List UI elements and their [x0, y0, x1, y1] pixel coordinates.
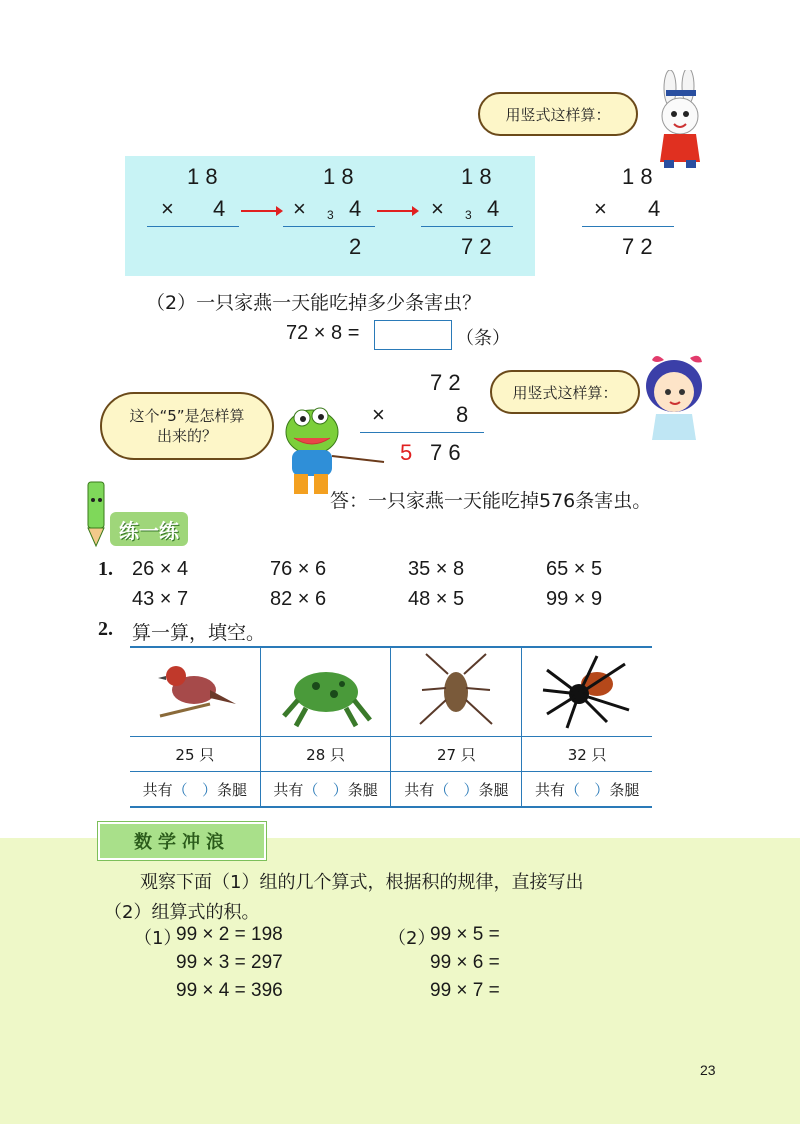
final-top: 1 8	[622, 164, 653, 189]
girl-illustration	[634, 350, 714, 442]
cricket-icon	[406, 650, 506, 730]
page-number: 23	[700, 1062, 716, 1078]
calc2-result-red: 5	[400, 440, 413, 465]
step-2	[283, 164, 393, 274]
step-1-line	[147, 226, 239, 227]
fill-prefix: 共有	[142, 780, 173, 799]
group-2-equation: 99 × 6 =	[430, 952, 500, 973]
girl-speech-bubble	[490, 370, 640, 414]
q2-unit: （条）	[456, 328, 510, 349]
surfing-intro-line-1: 观察下面（1）组的几个算式，根据积的规律，直接写出	[140, 872, 584, 893]
group-1-label: （1）	[134, 928, 182, 949]
step-2-mult: 4	[349, 196, 362, 221]
spider-icon	[537, 650, 637, 730]
animal-cell-frog	[260, 647, 391, 737]
frog-speech-bubble	[100, 392, 274, 460]
question-2: （2）一只家燕一天能吃掉多少条害虫？	[146, 292, 482, 314]
step-3-line	[421, 226, 513, 227]
practice-2-number: 2.	[98, 618, 113, 640]
practice-badge	[110, 512, 188, 546]
step-2-line	[283, 226, 375, 227]
group-2-equation: 99 × 5 =	[430, 924, 500, 945]
practice-badge-label: 练一练	[119, 518, 179, 543]
fill-open-paren: （	[434, 780, 450, 799]
animal-count: 27 只	[391, 737, 522, 772]
fill-close-paren: ）	[202, 780, 218, 799]
q2-expression: 72 × 8 =	[286, 322, 360, 344]
animal-cell-bird	[130, 647, 260, 737]
calc2-line	[360, 432, 484, 433]
surfing-intro-line-2: （2）组算式的积。	[104, 902, 260, 923]
fill-suffix: 条腿	[217, 780, 248, 799]
calc2-result-rest: 7 6	[430, 440, 461, 465]
group-1-equation: 99 × 4 = 396	[176, 980, 283, 1001]
fill-open-paren: （	[564, 780, 580, 799]
answer-input-box[interactable]	[374, 320, 452, 350]
step-2-times: ×	[293, 196, 306, 221]
fill-close-paren: ）	[332, 780, 348, 799]
animal-count: 28 只	[260, 737, 391, 772]
answer-sentence: 答：一只家燕一天能吃掉576条害虫。	[330, 490, 652, 512]
arrow-1	[241, 210, 277, 212]
animal-cell-cricket	[391, 647, 522, 737]
final-result: 7 2	[622, 234, 653, 259]
girl-speech-text: 用竖式这样算：	[512, 383, 618, 402]
fill-close-paren: ）	[463, 780, 479, 799]
step-2-result: 2	[349, 234, 362, 259]
calc2-mult: 8	[456, 402, 469, 427]
rabbit-speech-bubble	[478, 92, 638, 136]
fill-suffix: 条腿	[478, 780, 509, 799]
exercise-item: 43 × 7	[132, 588, 189, 610]
step-3-times: ×	[431, 196, 444, 221]
legs-fill-cell[interactable]	[522, 772, 652, 808]
step-3-result: 7 2	[461, 234, 492, 259]
legs-fill-cell[interactable]	[260, 772, 391, 808]
step-1	[147, 164, 257, 274]
group-2-equation: 99 × 7 =	[430, 980, 500, 1001]
frog-icon	[276, 650, 376, 730]
group-1-equation: 99 × 3 = 297	[176, 952, 283, 973]
step-2-carry: 3	[327, 208, 334, 222]
final-vertical-form	[582, 164, 692, 274]
calc2-vertical-form	[370, 370, 500, 480]
practice-1-number: 1.	[98, 558, 113, 580]
calc2-top: 7 2	[430, 370, 461, 395]
arrow-2	[377, 210, 413, 212]
step-3-carry: 3	[465, 208, 472, 222]
exercise-item: 35 × 8	[408, 558, 465, 580]
step-1-top: 1 8	[187, 164, 218, 189]
calc2-times: ×	[372, 402, 385, 427]
final-line	[582, 226, 674, 227]
step-3-top: 1 8	[461, 164, 492, 189]
exercise-item: 99 × 9	[546, 588, 603, 610]
step-1-times: ×	[161, 196, 174, 221]
step-3-mult: 4	[487, 196, 500, 221]
final-times: ×	[594, 196, 607, 221]
group-2-label: （2）	[388, 928, 436, 949]
frog-speech-text: 这个“5”是怎样算出来的？	[129, 406, 245, 445]
animal-cell-spider	[522, 647, 652, 737]
fill-suffix: 条腿	[609, 780, 640, 799]
animal-legs-table	[130, 646, 652, 808]
exercise-item: 76 × 6	[270, 558, 327, 580]
legs-fill-cell[interactable]	[130, 772, 260, 808]
math-surfing-badge	[98, 822, 266, 860]
exercise-item: 26 × 4	[132, 558, 189, 580]
step-2-top: 1 8	[323, 164, 354, 189]
step-1-mult: 4	[213, 196, 226, 221]
animal-count: 25 只	[130, 737, 260, 772]
fill-suffix: 条腿	[347, 780, 378, 799]
practice-2-title: 算一算，填空。	[132, 622, 266, 644]
exercise-item: 82 × 6	[270, 588, 327, 610]
calculation-steps-panel	[125, 156, 535, 276]
legs-fill-cell[interactable]	[391, 772, 522, 808]
step-3	[421, 164, 531, 274]
group-1-equation: 99 × 2 = 198	[176, 924, 283, 945]
fill-open-paren: （	[303, 780, 319, 799]
fill-prefix: 共有	[534, 780, 565, 799]
rabbit-illustration	[640, 70, 720, 170]
final-mult: 4	[648, 196, 661, 221]
exercise-item: 48 × 5	[408, 588, 465, 610]
fill-open-paren: （	[172, 780, 188, 799]
fill-close-paren: ）	[594, 780, 610, 799]
rabbit-speech-text: 用竖式这样算：	[505, 105, 611, 124]
fill-prefix: 共有	[273, 780, 304, 799]
animal-count: 32 只	[522, 737, 652, 772]
bird-icon	[150, 650, 240, 730]
exercise-item: 65 × 5	[546, 558, 603, 580]
fill-prefix: 共有	[404, 780, 435, 799]
math-surfing-badge-label: 数学冲浪	[134, 832, 230, 853]
